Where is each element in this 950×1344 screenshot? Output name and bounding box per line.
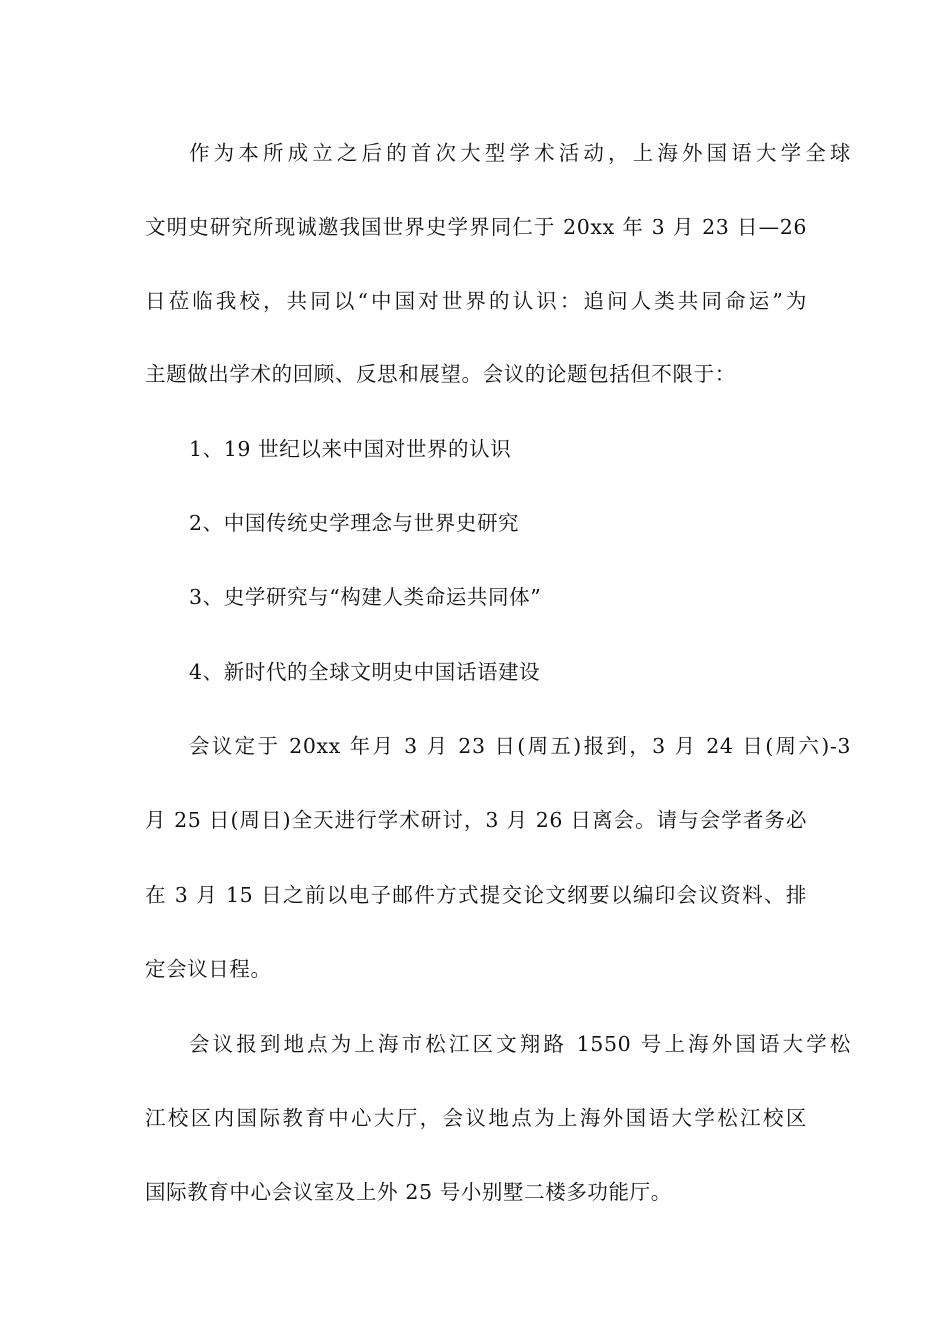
text-line: 会议报到地点为上海市松江区文翔路 1550 号上海外国语大学松 [189,1032,851,1056]
text-line: 在 3 月 15 日之前以电子邮件方式提交论文纲要以编印会议资料、排 [145,883,807,907]
text-line: 江校区内国际教育中心大厅，会议地点为上海外国语大学松江校区 [145,1106,807,1130]
list-item: 1、19 世纪以来中国对世界的认识 [189,437,512,461]
list-item: 2、中国传统史学理念与世界史研究 [189,511,520,535]
text-line: 作为本所成立之后的首次大型学术活动，上海外国语大学全球 [189,141,851,165]
text-line: 主题做出学术的回顾、反思和展望。会议的论题包括但不限于： [145,362,736,386]
list-item: 4、新时代的全球文明史中国话语建设 [189,660,541,684]
list-item: 3、史学研究与“构建人类命运共同体” [189,585,542,609]
text-line: 国际教育中心会议室及上外 25 号小别墅二楼多功能厅。 [145,1180,672,1204]
text-line: 文明史研究所现诚邀我国世界史学界同仁于 20xx 年 3 月 23 日—26 [145,215,807,239]
text-line: 会议定于 20xx 年月 3 月 23 日(周五)报到，3 月 24 日(周六)-3 [189,734,851,758]
text-line: 月 25 日(周日)全天进行学术研讨，3 月 26 日离会。请与会学者务必 [145,808,807,832]
text-line: 定会议日程。 [145,957,272,981]
text-line: 日莅临我校，共同以“中国对世界的认识：追问人类共同命运”为 [145,289,807,313]
